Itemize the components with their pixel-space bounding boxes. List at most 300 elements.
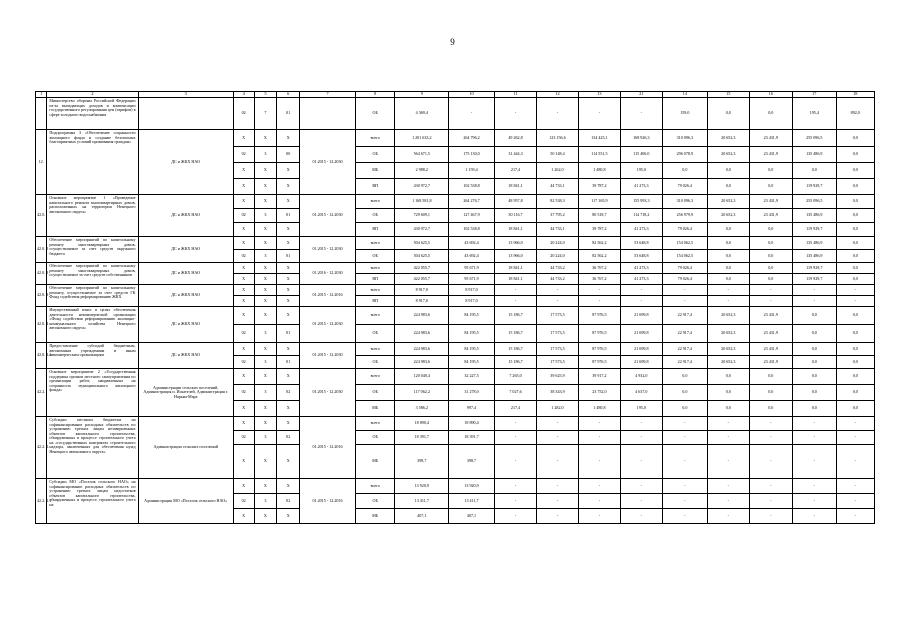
funding-value: 82 562,2 [578,250,620,263]
funding-value: 22 917,4 [662,325,708,343]
funding-value: 41 273,3 [621,263,662,274]
funding-value: 398,7 [449,445,495,479]
funding-value: 84 195,5 [449,356,495,369]
funding-value: 0,0 [749,401,793,417]
funding-value: 264 796,2 [449,130,495,147]
funding-value: 0,0 [793,163,837,179]
table-row [36,98,875,130]
funding-value: 0,0 [836,147,874,163]
funding-value: - [708,285,749,296]
responsible-executor: Администрации сельских поселений [138,417,233,479]
column-number: 3 [138,92,233,98]
code-grbs: Х [233,263,254,274]
funding-value: 155 993,3 [621,195,662,209]
funding-value: - [578,431,620,445]
responsible-executor: ДС и ЖКХ НАО [138,130,233,195]
code-section: Х [254,509,277,524]
funding-source: ОБ [356,356,395,369]
responsible-executor: Администрации сельских поселений, Администрация п. Искателей, Администрация г. Нарьян-Мара [138,369,233,417]
funding-value: 13 411,7 [395,494,449,509]
funding-value: 8 917,0 [449,285,495,296]
funding-value: - [793,445,837,479]
implementation-term: 01.2016 - 12.2030 [300,263,356,285]
funding-value: 84 195,5 [449,343,495,356]
funding-value: - [749,479,793,494]
funding-value: 504 625,5 [395,250,449,263]
funding-source: всего [356,417,395,431]
funding-value: 7 027,6 [494,385,536,401]
funding-value: 0,0 [662,369,708,385]
code-subsection: 01 [277,356,300,369]
funding-value: 13 966,0 [494,250,536,263]
funding-value: 0,0 [708,237,749,250]
funding-source: ОБ [356,385,395,401]
table-row [36,307,875,325]
funding-value: 53 648,8 [621,250,662,263]
funding-value: 119 929,7 [793,274,837,285]
code-section: 3 [254,209,277,223]
funding-value: - [749,285,793,296]
funding-value: 0,0 [708,250,749,263]
funding-value: - [793,417,837,431]
funding-value: 22 917,4 [662,343,708,356]
funding-value: 0,0 [749,237,793,250]
funding-value: 0,0 [836,237,874,250]
funding-value: - [836,479,874,494]
table-row [36,479,875,494]
funding-value: 41 273,3 [621,223,662,237]
funding-value: - [621,509,662,524]
funding-value: 23 431,9 [749,209,793,223]
code-section: 7 [254,98,277,130]
code-subsection: Х [277,401,300,417]
code-grbs: Х [233,307,254,325]
budget-table [35,91,875,524]
code-section: Х [254,163,277,179]
table-row [36,285,875,296]
code-section: 3 [254,385,277,401]
code-subsection: Х [277,223,300,237]
funding-value: 20 652,3 [708,307,749,325]
funding-value: 117 062,2 [395,385,449,401]
funding-source: всего [356,130,395,147]
code-section: Х [254,195,277,209]
funding-value: 0,0 [662,163,708,179]
funding-value: 0,0 [708,369,749,385]
funding-value: 15 186,7 [494,307,536,325]
funding-value: 0,0 [708,163,749,179]
funding-value: - [708,431,749,445]
funding-value: 36 767,2 [578,263,620,274]
funding-value: 102 538,8 [449,223,495,237]
funding-value: - [708,479,749,494]
funding-value: 1 168 581,8 [395,195,449,209]
funding-value: 114 718,2 [621,209,662,223]
funding-value: 564 671,5 [395,147,449,163]
funding-source: ВП [356,296,395,307]
funding-value: 135 486,9 [793,250,837,263]
implementation-term: 01.2015 - 12.2030 [300,307,356,343]
code-section: Х [254,343,277,356]
funding-value: 50 148,4 [537,147,578,163]
table-row [36,369,875,385]
funding-value: 13 966,0 [494,237,536,250]
funding-value: 224 983,6 [395,325,449,343]
funding-value: 23 431,9 [749,343,793,356]
funding-value: 0,0 [836,195,874,209]
funding-value: - [578,494,620,509]
funding-value: 18 890,4 [395,417,449,431]
code-grbs: Х [233,237,254,250]
funding-value: 154 062,5 [662,237,708,250]
funding-source: МБ [356,509,395,524]
funding-value: - [621,296,662,307]
funding-value: - [494,494,536,509]
funding-value: 0,0 [749,223,793,237]
row-number: 42.0. 4.1. [36,343,47,369]
funding-value: 217,4 [494,163,536,179]
funding-value: 0,0 [749,263,793,274]
funding-value: 18 841,1 [494,263,536,274]
funding-value: 20 652,3 [708,147,749,163]
funding-value: - [793,431,837,445]
funding-value: - [836,509,874,524]
funding-value: 18 841,1 [494,223,536,237]
funding-value: 0,0 [836,179,874,195]
funding-value: 0,0 [749,98,793,130]
column-number: 18 [836,92,874,98]
column-number: 1 [36,92,47,98]
funding-value: 195,4 [793,98,837,130]
funding-value: 79 026,4 [662,223,708,237]
funding-value: - [494,417,536,431]
funding-value: 0,0 [749,163,793,179]
code-subsection: Х [277,296,300,307]
funding-value: 39 787,2 [578,179,620,195]
funding-value: 430 972,7 [395,223,449,237]
funding-value: 23 431,9 [749,325,793,343]
funding-value: - [662,296,708,307]
funding-value: 224 983,6 [395,356,449,369]
code-grbs: Х [233,274,254,285]
funding-value: 20 652,3 [708,343,749,356]
funding-value: 119 929,7 [793,223,837,237]
funding-value: 296 078,9 [662,147,708,163]
funding-value: - [621,494,662,509]
funding-value: - [749,296,793,307]
funding-value: - [662,417,708,431]
funding-value: 0,0 [836,250,874,263]
funding-source: ОБ [356,98,395,130]
funding-source: МБ [356,163,395,179]
funding-value: - [537,417,578,431]
funding-value: - [494,431,536,445]
responsible-executor: ДС и ЖКХ НАО [138,237,233,263]
funding-value: 17 573,5 [537,325,578,343]
funding-value: 18 841,1 [494,179,536,195]
funding-value: 0,0 [708,98,749,130]
code-subsection: 02 [277,385,300,401]
funding-value: 4 369,4 [395,98,449,130]
funding-value: 134 425,1 [578,130,620,147]
funding-value: 79 026,4 [662,274,708,285]
funding-value: 0,0 [708,274,749,285]
funding-source: всего [356,195,395,209]
funding-value: - [836,417,874,431]
code-grbs: 02 [233,431,254,445]
implementation-term [300,98,356,130]
funding-value: 0,0 [793,369,837,385]
funding-value: 7 265,0 [494,369,536,385]
implementation-term: 01.2015 - 12.2030 [300,343,356,369]
implementation-term: 01.2015 - 12.2016 [300,417,356,479]
funding-value: 82 562,2 [578,237,620,250]
funding-value: - [621,479,662,494]
funding-source: МБ [356,401,395,417]
funding-value: 0,0 [836,223,874,237]
activity-name: Министерство обороны Российской Федерации из-за выпадающих доходов и компенсации государственного регулирования цен (тарифов) в сфере холодного водоснабжения [47,98,138,130]
funding-value: 53 648,8 [621,237,662,250]
funding-value: 729 609,1 [395,209,449,223]
funding-value: 17 573,5 [537,356,578,369]
code-grbs: 02 [233,209,254,223]
funding-value: 39 787,2 [578,223,620,237]
funding-value: 0,0 [793,401,837,417]
funding-value: 39 625,9 [537,369,578,385]
code-subsection: 01 [277,98,300,130]
funding-value: 84 195,5 [449,325,495,343]
row-number: 42.0. 4 [36,307,47,343]
code-section: Х [254,369,277,385]
activity-name: Субсидии МО «Поселок сельского НАО» на софинансирование расходных обязательств по устранению третьих лицам недостатков объектов капитального строительства, обнаруженных в процессе строительного учета на [47,479,138,524]
code-section: Х [254,237,277,250]
code-grbs: Х [233,130,254,147]
funding-value: 18 391,7 [449,431,495,445]
column-number: 14 [662,92,708,98]
funding-source: ОБ [356,494,395,509]
funding-value: 43 692,4 [449,237,495,250]
code-section: Х [254,274,277,285]
funding-value: 0,0 [708,179,749,195]
funding-value: 79 026,4 [662,179,708,195]
responsible-executor: ДС и ЖКХ НАО [138,195,233,237]
funding-value: 892,0 [836,98,874,130]
activity-name: Обеспечение мероприятий по капитальному ремонту, осуществляемое за счет средств ГК Фонд содействия реформированию ЖКХ [47,285,138,307]
column-number: 17 [793,92,837,98]
funding-value: 39 917,2 [578,369,620,385]
funding-value: 0,0 [662,385,708,401]
funding-value: 0,0 [749,274,793,285]
funding-value: - [494,98,536,130]
funding-value: 38 343,9 [537,385,578,401]
activity-name: Обеспечение мероприятий по капитальному ремонту многоквартирных домов, осуществляемое за счет средств окружного бюджета [47,237,138,263]
funding-value: - [836,445,874,479]
funding-value: 31 444,3 [494,147,536,163]
funding-value: - [578,445,620,479]
funding-value: 0,0 [836,401,874,417]
funding-value: - [578,509,620,524]
funding-value: - [836,285,874,296]
funding-source: всего [356,285,395,296]
funding-value: 135 486,9 [793,147,837,163]
funding-value: - [662,431,708,445]
table-row [36,195,875,209]
code-subsection: Х [277,237,300,250]
funding-value: 44 733,1 [537,179,578,195]
code-section: Х [254,417,277,431]
column-number: 12 [537,92,578,98]
row-number: 42.2. 1. [36,417,47,479]
funding-value: 430 972,7 [395,179,449,195]
responsible-executor [138,98,233,130]
funding-value: 37 795,2 [537,209,578,223]
funding-value: 80 518,7 [578,209,620,223]
code-subsection: Х [277,263,300,274]
funding-value: 168 926,3 [621,130,662,147]
responsible-executor: ДС и ЖКХ НАО [138,285,233,307]
funding-value: 135 486,9 [793,237,837,250]
code-subsection: Х [277,417,300,431]
funding-value: 407,1 [449,509,495,524]
code-subsection: Х [277,179,300,195]
funding-value: 0,0 [836,325,874,343]
funding-value: 21 699,8 [621,325,662,343]
activity-name: Основное мероприятие 2 «Государственная поддержка органов местного самоуправления по организации работ, направленных на сохранность муниципального жилищного фонда» [47,369,138,417]
code-subsection: 02 [277,431,300,445]
funding-value: 4 932,0 [621,369,662,385]
table-row [36,237,875,250]
funding-value: 8 917,0 [395,285,449,296]
funding-value: - [621,98,662,130]
code-grbs: 02 [233,147,254,163]
funding-value: - [749,509,793,524]
funding-value: 20 652,3 [708,195,749,209]
funding-value: 0,0 [836,209,874,223]
code-grbs: Х [233,479,254,494]
funding-value: 21 699,8 [621,356,662,369]
funding-value: 422 055,7 [395,274,449,285]
funding-value: 0,0 [708,401,749,417]
funding-value: 119 929,7 [793,179,837,195]
funding-value: 127 467,9 [449,209,495,223]
funding-value: - [494,509,536,524]
code-grbs: 02 [233,356,254,369]
code-subsection: Х [277,369,300,385]
code-section: 3 [254,356,277,369]
funding-value: 20 224,0 [537,237,578,250]
implementation-term: 01.2015 - 12.2030 [300,237,356,263]
row-number: 42.0. [36,195,47,237]
funding-value: 154 062,5 [662,250,708,263]
funding-value: 20 224,0 [537,250,578,263]
funding-value: 21 699,8 [621,343,662,356]
funding-value: - [708,509,749,524]
funding-value: - [836,296,874,307]
funding-value: 407,1 [395,509,449,524]
code-section: 3 [254,325,277,343]
funding-value: - [537,296,578,307]
funding-value: 30 116,7 [494,209,536,223]
funding-value: 20 652,3 [708,325,749,343]
column-number: 21 [621,92,662,98]
funding-value: 0,0 [749,385,793,401]
funding-value: 0,0 [749,250,793,263]
row-number: 12. [36,130,47,195]
funding-value: - [662,445,708,479]
funding-value: 0,0 [836,343,874,356]
funding-value: 48 957,8 [494,195,536,209]
funding-source: ОБ [356,431,395,445]
row-number: 42.0. 2 [36,263,47,285]
responsible-executor: ДС и ЖКХ НАО [138,263,233,285]
code-grbs: Х [233,445,254,479]
funding-value: - [578,479,620,494]
funding-value: - [578,98,620,130]
column-number: 9 [395,92,449,98]
code-subsection: 01 [277,209,300,223]
funding-value: 23 431,9 [749,356,793,369]
code-grbs: Х [233,195,254,209]
table-row [36,130,875,147]
funding-value: - [793,494,837,509]
funding-source: ОБ [356,147,395,163]
table-row [36,343,875,356]
code-subsection: Х [277,163,300,179]
funding-value: 195,0 [621,401,662,417]
funding-value: 36 767,2 [578,274,620,285]
funding-value: 43 692,4 [449,250,495,263]
activity-name: Обеспечение мероприятий по капитальному ремонту многоквартирных домов, осуществляемое за счет средств собственников [47,263,138,285]
funding-value: - [621,445,662,479]
funding-value: 255 096,5 [793,130,837,147]
row-number: 42.2. [36,369,47,417]
code-subsection: 01 [277,250,300,263]
code-section: Х [254,130,277,147]
funding-value: 1 282,0 [537,401,578,417]
funding-value: 123 156,6 [537,130,578,147]
funding-value: 0,0 [662,401,708,417]
funding-value: - [494,296,536,307]
code-grbs: 02 [233,250,254,263]
column-number: 2 [47,92,138,98]
funding-value: 23 752,0 [578,385,620,401]
funding-value: 95 671,9 [449,274,495,285]
funding-source: ОБ [356,209,395,223]
code-subsection: Х [277,285,300,296]
funding-value: 255 096,5 [793,195,837,209]
code-grbs: Х [233,296,254,307]
code-grbs: 02 [233,494,254,509]
funding-value: - [494,445,536,479]
funding-value: - [537,509,578,524]
implementation-term: 01.2015 - 12.2030 [300,130,356,195]
funding-value: 8 917,0 [395,296,449,307]
funding-source: всего [356,263,395,274]
table-row [36,417,875,431]
activity-name: Имущественный взнос в целях обеспечения деятельности некоммерческой организации «Фонд содействия реформированию жилищно-коммунального хозяйства Ненецкого автономного округа» [47,307,138,343]
activity-name: Предоставление субсидий бюджетным, автономным учреждениям и иным некоммерческим организациям [47,343,138,369]
funding-value: 0,0 [793,343,837,356]
code-section: Х [254,307,277,325]
code-subsection: Х [277,195,300,209]
funding-value: - [749,445,793,479]
funding-value: 1 480,8 [578,163,620,179]
activity-name: Основное мероприятие 1 «Проведение капитального ремонта многоквартирных домов, расположенных на территории Ненецкого автономного округа» [47,195,138,237]
funding-value: - [662,479,708,494]
funding-value: 115 406,0 [621,147,662,163]
code-section: 3 [254,147,277,163]
funding-value: 15 186,7 [494,356,536,369]
